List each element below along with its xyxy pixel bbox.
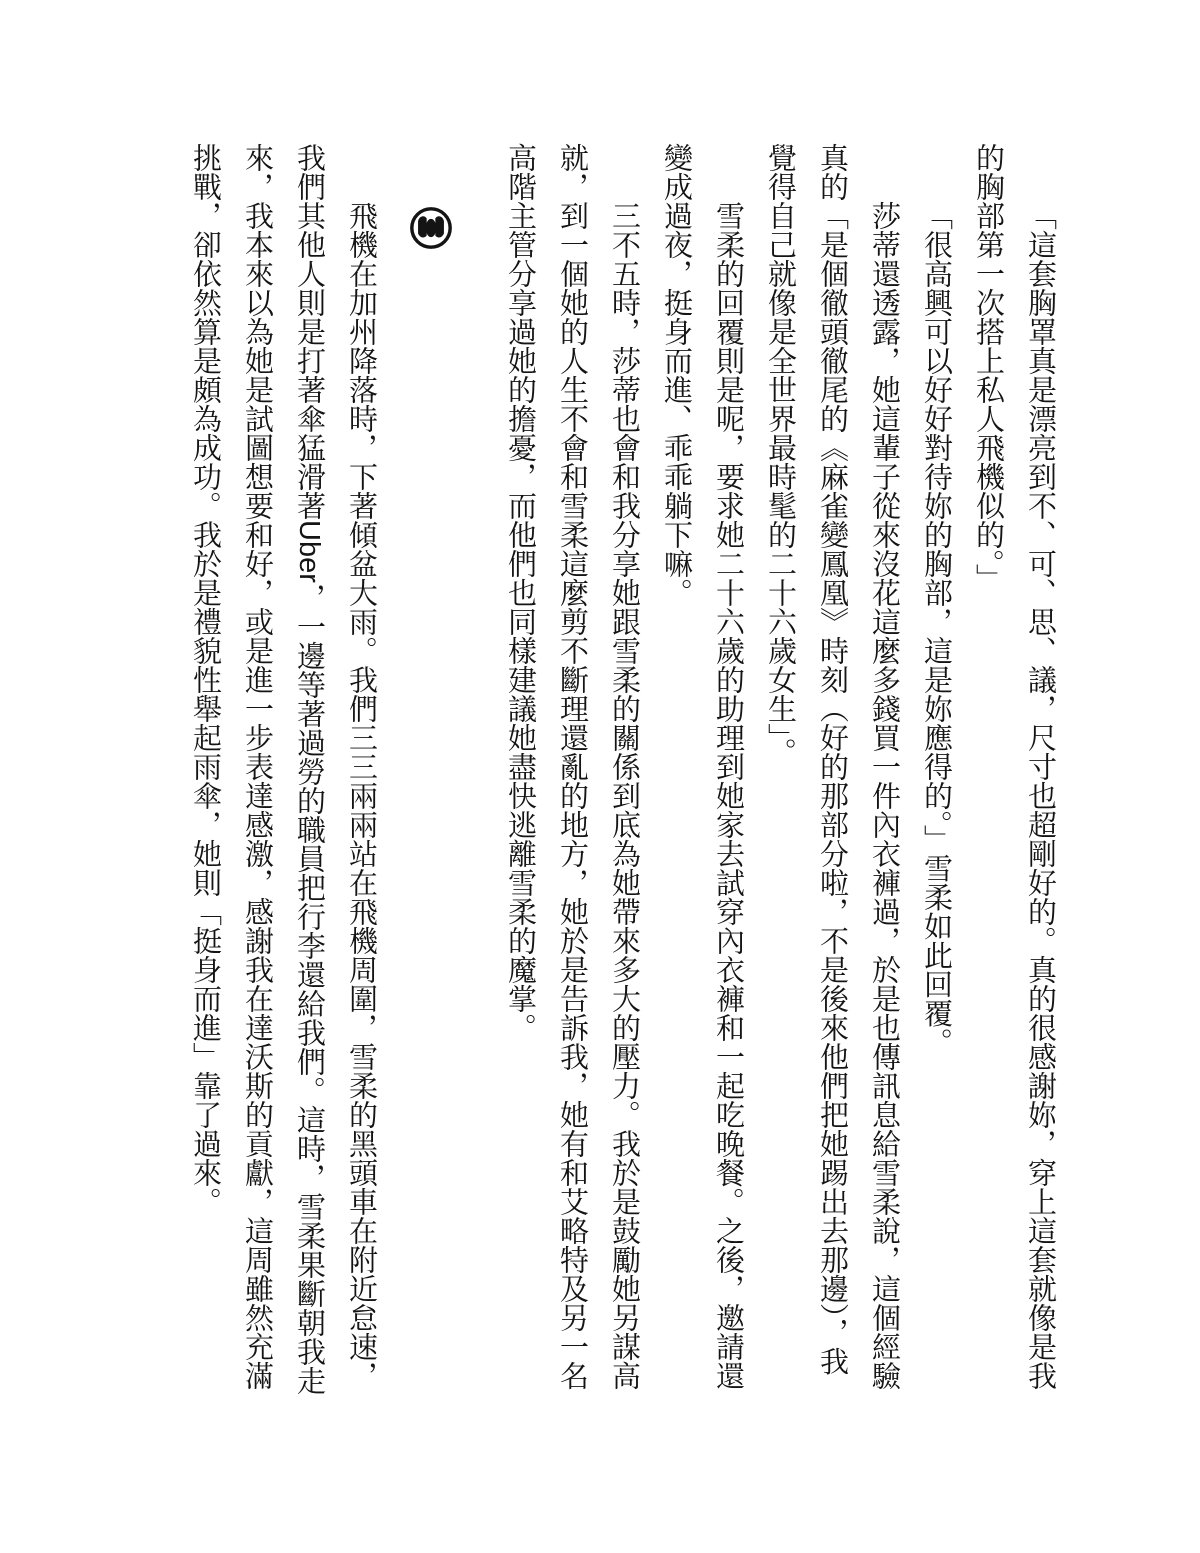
bra-ornament-icon [408, 205, 454, 251]
paragraph-sleepover: 雪柔的回覆則是呢，要求她二十六歲的助理到她家去試穿內衣褲和一起吃晚餐。之後，邀請還變成過夜，挺身而進、乖乖躺下嘛。 [660, 143, 744, 1390]
paragraph-sheryl-reply: 「很高興可以好好對待妳的胸部，這是妳應得的。」雪柔如此回覆。 [920, 201, 952, 1057]
section-break [402, 143, 454, 1404]
paragraph-pressure: 三不五時，莎蒂也會和我分享她跟雪柔的關係到底為她帶來多大的壓力。我於是鼓勵她另謀高就，到一個她的人生不會和雪柔這麼剪不斷理還亂的地方，她於是告訴我，她有和艾略特及另一名高階主管分享過她的擔憂，而他們也同樣建議她盡快逃離雪柔的魔掌。 [504, 143, 640, 1390]
paragraph-sadie-reveal: 莎蒂還透露，她這輩子從來沒花這麼多錢買一件內衣褲過，於是也傳訊息給雪柔說，這個經驗真的「是個徹頭徹尾的《麻雀變鳳凰》時刻（好的那部分啦，不是後來他們把她踢出去那邊），我覺得自己就像是全世界最時髦的二十六歲女生」。 [764, 143, 900, 1390]
paragraph-plane-landing: 飛機在加州降落時，下著傾盆大雨。我們三三兩兩站在飛機周圍，雪柔的黑頭車在附近怠速，我們其他人則是打著傘猛滑著Uber，一邊等著過勞的職員把行李還給我們。這時，雪柔果斷朝我走來，我本來以為她是試圖想要和好，或是進一步表達感激，感謝我在達沃斯的貢獻，這周雖然充滿挑戰，卻依然算是頗為成功。我於是禮貌性舉起雨傘，她則「挺身而進」靠了過來。 [189, 143, 377, 1395]
vertical-text-block [179, 143, 1066, 1404]
paragraph-bra-quote: 「這套胸罩真是漂亮到不、可、思、議，尺寸也超剛好的。真的很感謝妳，穿上這套就像是我的胸部第一次搭上私人飛機似的。」 [972, 143, 1056, 1390]
